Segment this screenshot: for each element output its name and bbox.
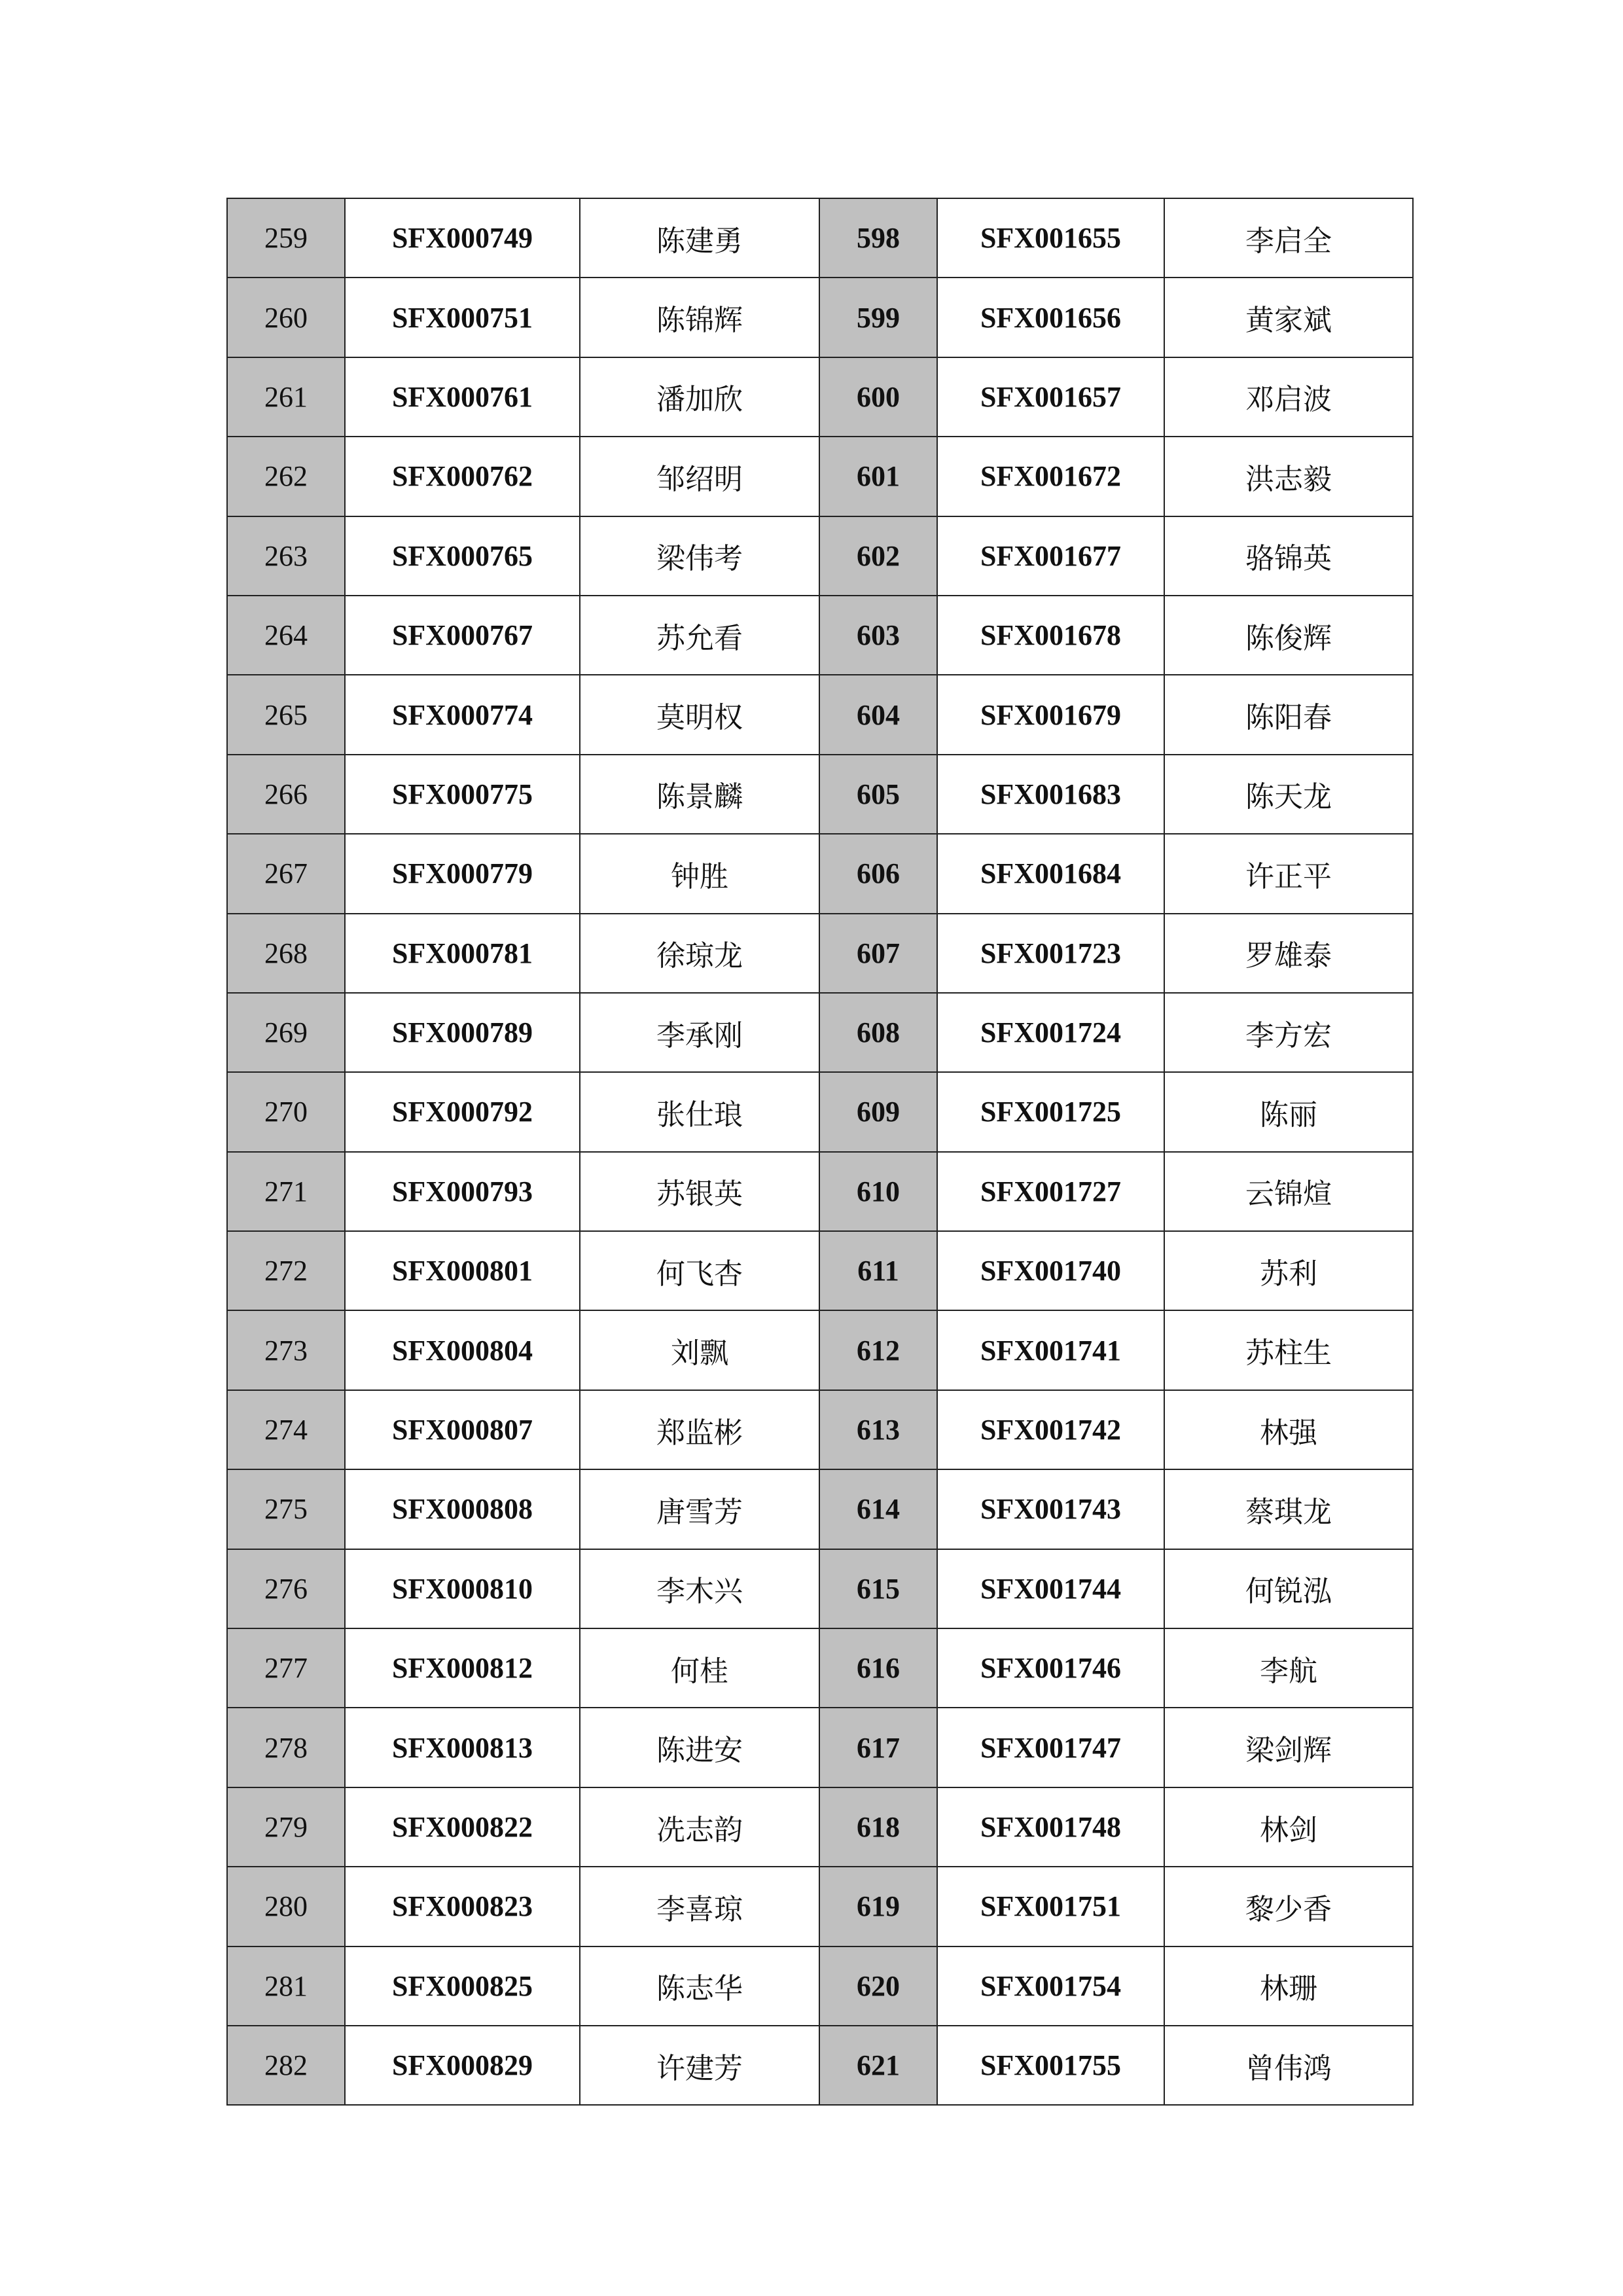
right-code-cell: SFX001655 xyxy=(937,198,1164,278)
right-name-cell: 黎少香 xyxy=(1164,1867,1413,1946)
left-name-cell: 张仕琅 xyxy=(580,1072,819,1151)
left-code-cell: SFX000781 xyxy=(345,914,580,993)
left-code-cell: SFX000822 xyxy=(345,1787,580,1867)
right-code-cell: SFX001751 xyxy=(937,1867,1164,1946)
table-row xyxy=(227,357,1413,437)
left-serial-cell: 267 xyxy=(227,834,345,913)
table-row xyxy=(227,675,1413,754)
left-name-cell: 李喜琼 xyxy=(580,1867,819,1946)
right-name-cell: 陈天龙 xyxy=(1164,755,1413,834)
table-row xyxy=(227,596,1413,675)
left-name-cell: 郑监彬 xyxy=(580,1390,819,1469)
right-name-cell: 林珊 xyxy=(1164,1946,1413,2026)
left-serial-cell: 271 xyxy=(227,1152,345,1231)
table-row xyxy=(227,1152,1413,1231)
left-name-cell: 陈志华 xyxy=(580,1946,819,2026)
left-name-cell: 李承刚 xyxy=(580,993,819,1072)
right-name-cell: 李方宏 xyxy=(1164,993,1413,1072)
left-name-cell: 钟胜 xyxy=(580,834,819,913)
right-serial-cell: 613 xyxy=(819,1390,937,1469)
left-serial-cell: 261 xyxy=(227,357,345,437)
right-serial-cell: 609 xyxy=(819,1072,937,1151)
left-name-cell: 潘加欣 xyxy=(580,357,819,437)
right-serial-cell: 599 xyxy=(819,278,937,357)
left-name-cell: 冼志韵 xyxy=(580,1787,819,1867)
left-name-cell: 苏允看 xyxy=(580,596,819,675)
table-row xyxy=(227,437,1413,516)
table-row xyxy=(227,1310,1413,1390)
right-name-cell: 何锐泓 xyxy=(1164,1549,1413,1628)
right-name-cell: 云锦煊 xyxy=(1164,1152,1413,1231)
right-code-cell: SFX001725 xyxy=(937,1072,1164,1151)
right-serial-cell: 600 xyxy=(819,357,937,437)
left-name-cell: 莫明权 xyxy=(580,675,819,754)
right-name-cell: 罗雄泰 xyxy=(1164,914,1413,993)
left-code-cell: SFX000813 xyxy=(345,1708,580,1787)
right-code-cell: SFX001678 xyxy=(937,596,1164,675)
left-code-cell: SFX000793 xyxy=(345,1152,580,1231)
table-row xyxy=(227,2026,1413,2105)
right-serial-cell: 618 xyxy=(819,1787,937,1867)
right-serial-cell: 616 xyxy=(819,1628,937,1708)
left-serial-cell: 260 xyxy=(227,278,345,357)
right-code-cell: SFX001677 xyxy=(937,516,1164,596)
table-row xyxy=(227,914,1413,993)
left-serial-cell: 276 xyxy=(227,1549,345,1628)
right-serial-cell: 611 xyxy=(819,1231,937,1310)
right-code-cell: SFX001724 xyxy=(937,993,1164,1072)
right-code-cell: SFX001755 xyxy=(937,2026,1164,2105)
left-code-cell: SFX000765 xyxy=(345,516,580,596)
right-code-cell: SFX001748 xyxy=(937,1787,1164,1867)
right-name-cell: 苏利 xyxy=(1164,1231,1413,1310)
table-row xyxy=(227,1946,1413,2026)
left-name-cell: 陈锦辉 xyxy=(580,278,819,357)
left-serial-cell: 268 xyxy=(227,914,345,993)
right-code-cell: SFX001741 xyxy=(937,1310,1164,1390)
right-name-cell: 陈丽 xyxy=(1164,1072,1413,1151)
right-serial-cell: 605 xyxy=(819,755,937,834)
left-serial-cell: 275 xyxy=(227,1469,345,1549)
right-code-cell: SFX001747 xyxy=(937,1708,1164,1787)
left-code-cell: SFX000767 xyxy=(345,596,580,675)
right-code-cell: SFX001742 xyxy=(937,1390,1164,1469)
right-name-cell: 邓启波 xyxy=(1164,357,1413,437)
right-serial-cell: 601 xyxy=(819,437,937,516)
right-name-cell: 许正平 xyxy=(1164,834,1413,913)
left-name-cell: 徐琼龙 xyxy=(580,914,819,993)
left-serial-cell: 281 xyxy=(227,1946,345,2026)
right-code-cell: SFX001727 xyxy=(937,1152,1164,1231)
left-serial-cell: 279 xyxy=(227,1787,345,1867)
left-name-cell: 陈建勇 xyxy=(580,198,819,278)
roster-body xyxy=(227,198,1413,2105)
table-row xyxy=(227,1072,1413,1151)
right-serial-cell: 610 xyxy=(819,1152,937,1231)
table-row xyxy=(227,834,1413,913)
right-code-cell: SFX001746 xyxy=(937,1628,1164,1708)
table-row xyxy=(227,198,1413,278)
roster-table xyxy=(226,198,1414,2106)
left-code-cell: SFX000808 xyxy=(345,1469,580,1549)
right-serial-cell: 612 xyxy=(819,1310,937,1390)
left-serial-cell: 273 xyxy=(227,1310,345,1390)
left-serial-cell: 264 xyxy=(227,596,345,675)
right-name-cell: 黄家斌 xyxy=(1164,278,1413,357)
right-code-cell: SFX001683 xyxy=(937,755,1164,834)
right-name-cell: 陈阳春 xyxy=(1164,675,1413,754)
table-row xyxy=(227,1390,1413,1469)
left-name-cell: 陈进安 xyxy=(580,1708,819,1787)
table-row xyxy=(227,1628,1413,1708)
table-row xyxy=(227,1787,1413,1867)
right-serial-cell: 620 xyxy=(819,1946,937,2026)
left-code-cell: SFX000761 xyxy=(345,357,580,437)
left-name-cell: 刘飘 xyxy=(580,1310,819,1390)
left-serial-cell: 274 xyxy=(227,1390,345,1469)
right-serial-cell: 608 xyxy=(819,993,937,1072)
left-serial-cell: 278 xyxy=(227,1708,345,1787)
right-code-cell: SFX001723 xyxy=(937,914,1164,993)
right-code-cell: SFX001744 xyxy=(937,1549,1164,1628)
left-name-cell: 梁伟考 xyxy=(580,516,819,596)
right-code-cell: SFX001672 xyxy=(937,437,1164,516)
left-code-cell: SFX000751 xyxy=(345,278,580,357)
left-code-cell: SFX000829 xyxy=(345,2026,580,2105)
right-name-cell: 李航 xyxy=(1164,1628,1413,1708)
right-serial-cell: 617 xyxy=(819,1708,937,1787)
right-serial-cell: 603 xyxy=(819,596,937,675)
right-serial-cell: 607 xyxy=(819,914,937,993)
left-name-cell: 陈景麟 xyxy=(580,755,819,834)
right-serial-cell: 614 xyxy=(819,1469,937,1549)
right-code-cell: SFX001679 xyxy=(937,675,1164,754)
left-serial-cell: 266 xyxy=(227,755,345,834)
left-name-cell: 邹绍明 xyxy=(580,437,819,516)
left-serial-cell: 272 xyxy=(227,1231,345,1310)
left-name-cell: 李木兴 xyxy=(580,1549,819,1628)
right-name-cell: 梁剑辉 xyxy=(1164,1708,1413,1787)
left-code-cell: SFX000775 xyxy=(345,755,580,834)
right-serial-cell: 606 xyxy=(819,834,937,913)
table-row xyxy=(227,1708,1413,1787)
right-serial-cell: 615 xyxy=(819,1549,937,1628)
left-serial-cell: 262 xyxy=(227,437,345,516)
table-row xyxy=(227,516,1413,596)
right-code-cell: SFX001684 xyxy=(937,834,1164,913)
left-serial-cell: 269 xyxy=(227,993,345,1072)
right-code-cell: SFX001743 xyxy=(937,1469,1164,1549)
left-name-cell: 苏银英 xyxy=(580,1152,819,1231)
right-serial-cell: 598 xyxy=(819,198,937,278)
table-row xyxy=(227,1469,1413,1549)
left-code-cell: SFX000804 xyxy=(345,1310,580,1390)
right-name-cell: 蔡琪龙 xyxy=(1164,1469,1413,1549)
left-serial-cell: 259 xyxy=(227,198,345,278)
left-code-cell: SFX000762 xyxy=(345,437,580,516)
right-serial-cell: 604 xyxy=(819,675,937,754)
right-code-cell: SFX001754 xyxy=(937,1946,1164,2026)
right-name-cell: 李启全 xyxy=(1164,198,1413,278)
right-name-cell: 林剑 xyxy=(1164,1787,1413,1867)
right-name-cell: 林强 xyxy=(1164,1390,1413,1469)
table-row xyxy=(227,993,1413,1072)
right-serial-cell: 621 xyxy=(819,2026,937,2105)
left-code-cell: SFX000789 xyxy=(345,993,580,1072)
right-name-cell: 陈俊辉 xyxy=(1164,596,1413,675)
right-name-cell: 苏柱生 xyxy=(1164,1310,1413,1390)
table-row xyxy=(227,1231,1413,1310)
left-name-cell: 许建芳 xyxy=(580,2026,819,2105)
left-code-cell: SFX000810 xyxy=(345,1549,580,1628)
left-code-cell: SFX000749 xyxy=(345,198,580,278)
left-serial-cell: 263 xyxy=(227,516,345,596)
table-row xyxy=(227,278,1413,357)
right-serial-cell: 619 xyxy=(819,1867,937,1946)
right-name-cell: 骆锦英 xyxy=(1164,516,1413,596)
left-serial-cell: 270 xyxy=(227,1072,345,1151)
table-row xyxy=(227,1867,1413,1946)
left-code-cell: SFX000812 xyxy=(345,1628,580,1708)
left-serial-cell: 265 xyxy=(227,675,345,754)
table-row xyxy=(227,755,1413,834)
right-code-cell: SFX001740 xyxy=(937,1231,1164,1310)
left-name-cell: 何飞杏 xyxy=(580,1231,819,1310)
right-serial-cell: 602 xyxy=(819,516,937,596)
right-name-cell: 洪志毅 xyxy=(1164,437,1413,516)
left-serial-cell: 280 xyxy=(227,1867,345,1946)
right-code-cell: SFX001656 xyxy=(937,278,1164,357)
table-row xyxy=(227,1549,1413,1628)
left-code-cell: SFX000801 xyxy=(345,1231,580,1310)
left-code-cell: SFX000792 xyxy=(345,1072,580,1151)
left-name-cell: 何桂 xyxy=(580,1628,819,1708)
right-code-cell: SFX001657 xyxy=(937,357,1164,437)
left-serial-cell: 277 xyxy=(227,1628,345,1708)
left-name-cell: 唐雪芳 xyxy=(580,1469,819,1549)
left-code-cell: SFX000774 xyxy=(345,675,580,754)
left-code-cell: SFX000825 xyxy=(345,1946,580,2026)
left-code-cell: SFX000823 xyxy=(345,1867,580,1946)
left-serial-cell: 282 xyxy=(227,2026,345,2105)
right-name-cell: 曾伟鸿 xyxy=(1164,2026,1413,2105)
left-code-cell: SFX000779 xyxy=(345,834,580,913)
left-code-cell: SFX000807 xyxy=(345,1390,580,1469)
